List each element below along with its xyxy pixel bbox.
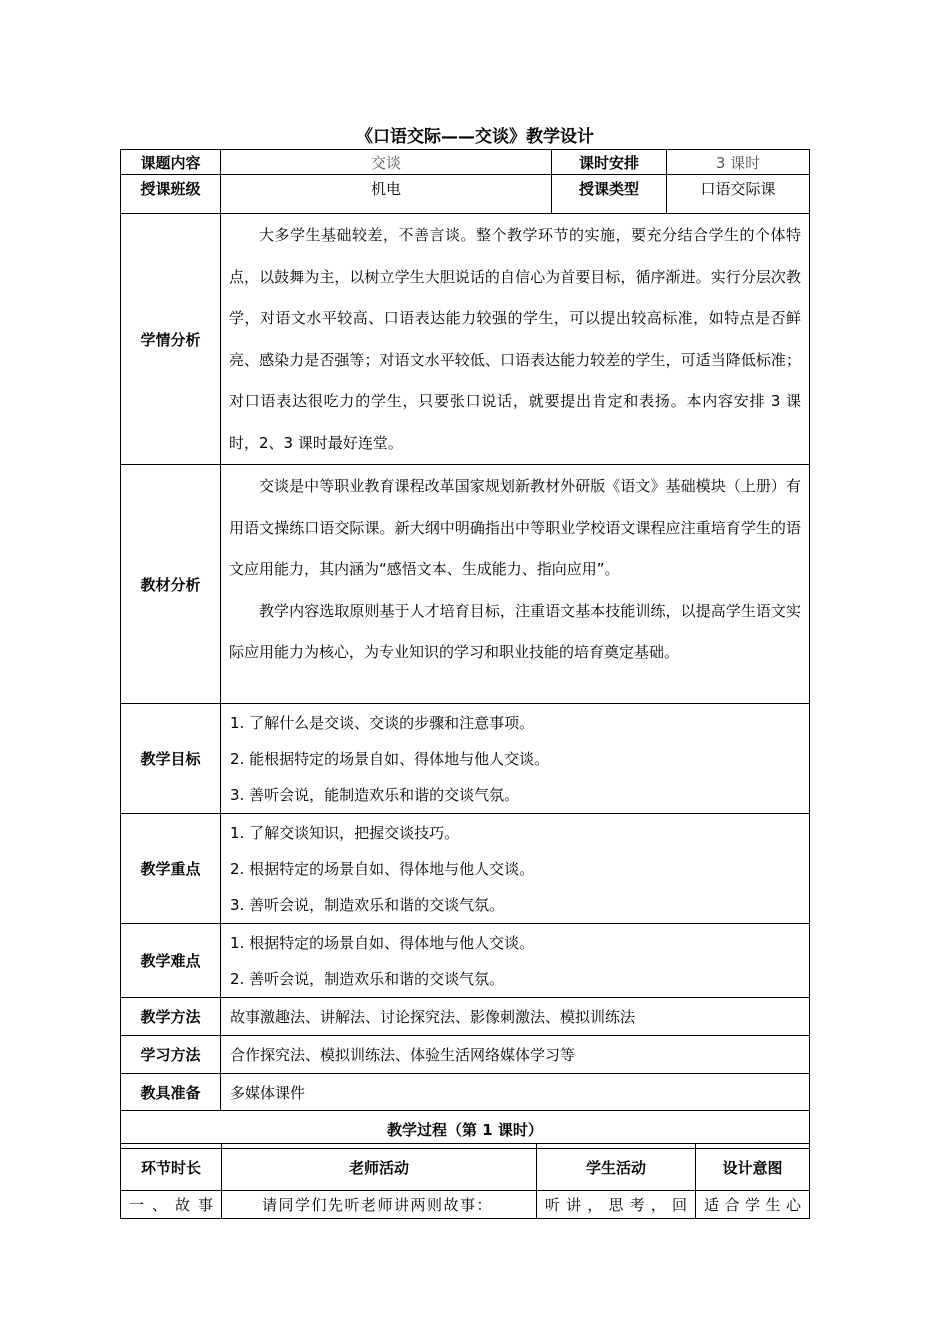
material-analysis-paragraph-2: 教学内容选取原则基于人才培育目标，注重语文基本技能训练，以提高学生语文实际应用能力为核心，为专业知识的学习和职业技能的培育奠定基础。 bbox=[229, 601, 801, 661]
stage-cell: 一 、 故 事 bbox=[121, 1191, 222, 1219]
material-analysis-row bbox=[121, 465, 810, 704]
list-item: 3. 善听会说，能制造欢乐和谐的交谈气氛。 bbox=[230, 786, 520, 804]
learning-methods-value: 合作探究法、模拟训练法、体验生活网络媒体学习等 bbox=[221, 1036, 810, 1074]
list-item: 2. 根据特定的场景自如、得体地与他人交谈。 bbox=[230, 860, 535, 878]
equipment-label: 教具准备 bbox=[121, 1074, 221, 1111]
column-header-intent: 设计意图 bbox=[696, 1144, 810, 1191]
key-points-label: 教学重点 bbox=[121, 814, 221, 924]
learner-analysis-text: 大多学生基础较差，不善言谈。整个教学环节的实施，要充分结合学生的个体特点，以鼓舞为主，以树立学生大胆说话的自信心为首要目标，循序渐进。实行分层次教学，对语文水平较高、口语表达能力较强的学生，可以提出较高标准，如特点是否鲜亮、感染力是否强等；对语文水平较低、口语表达能力较差的学生，可适当降低标准；对口语表达很吃力的学生，只要张口说话，就要提出肯定和表扬。本内容安排 3 课时，2、3 课时最好连堂。 bbox=[229, 226, 801, 452]
equipment-row bbox=[121, 1074, 810, 1111]
topic-row bbox=[121, 150, 810, 175]
class-value: 机电 bbox=[221, 175, 552, 214]
process-header-row bbox=[121, 1144, 810, 1191]
list-item: 2. 能根据特定的场景自如、得体地与他人交谈。 bbox=[230, 750, 550, 768]
learning-methods-row bbox=[121, 1036, 810, 1074]
goals-row bbox=[121, 704, 810, 814]
equipment-value: 多媒体课件 bbox=[221, 1074, 810, 1111]
column-header-stage: 环节时长 bbox=[121, 1144, 222, 1191]
learning-methods-label: 学习方法 bbox=[121, 1036, 221, 1074]
difficulties-label: 教学难点 bbox=[121, 924, 221, 998]
list-item: 1. 了解交谈知识，把握交谈技巧。 bbox=[230, 824, 460, 842]
difficulties-row bbox=[121, 924, 810, 998]
material-analysis-paragraph-1: 交谈是中等职业教育课程改革国家规划新教材外研版《语文》基础模块（上册）有用语文操练口语交际课。新大纲中明确指出中等职业学校语文课程应注重培育学生的语文应用能力，其内涵为“感悟文本、生成能力、指向应用”。 bbox=[229, 477, 801, 578]
hours-value: 3 课时 bbox=[667, 150, 810, 175]
topic-label: 课题内容 bbox=[121, 150, 221, 175]
student-activity-cell: 听 讲 ， 思 考 ， 回 bbox=[537, 1191, 696, 1219]
list-item: 1. 了解什么是交谈、交谈的步骤和注意事项。 bbox=[230, 714, 535, 732]
class-row bbox=[121, 175, 810, 214]
list-item: 2. 善听会说，制造欢乐和谐的交谈气氛。 bbox=[230, 970, 505, 988]
learner-analysis-label: 学情分析 bbox=[121, 214, 221, 465]
goals-label: 教学目标 bbox=[121, 704, 221, 814]
key-points-list bbox=[221, 814, 810, 924]
learner-analysis-cell bbox=[221, 214, 810, 465]
difficulties-list bbox=[221, 924, 810, 998]
teaching-methods-row bbox=[121, 998, 810, 1036]
key-points-row bbox=[121, 814, 810, 924]
topic-value: 交谈 bbox=[221, 150, 552, 175]
column-header-teacher: 老师活动 bbox=[222, 1144, 537, 1191]
teacher-activity-cell: 请同学们先听老师讲两则故事： bbox=[222, 1191, 537, 1219]
material-analysis-label: 教材分析 bbox=[121, 465, 221, 704]
list-item: 1. 根据特定的场景自如、得体地与他人交谈。 bbox=[230, 934, 535, 952]
goals-list bbox=[221, 704, 810, 814]
lesson-plan-table bbox=[120, 149, 810, 1149]
page-title: 《口语交际——交谈》教学设计 bbox=[356, 127, 594, 147]
process-table bbox=[120, 1143, 810, 1219]
table-row bbox=[121, 1191, 810, 1219]
hours-label: 课时安排 bbox=[552, 150, 667, 175]
design-intent-cell: 适 合 学 生 心 bbox=[696, 1191, 810, 1219]
teaching-methods-value: 故事激趣法、讲解法、讨论探究法、影像刺激法、模拟训练法 bbox=[221, 998, 810, 1036]
material-analysis-cell bbox=[221, 465, 810, 704]
column-header-student: 学生活动 bbox=[537, 1144, 696, 1191]
process-title: 教学过程（第 1 课时） bbox=[121, 1111, 810, 1149]
teaching-methods-label: 教学方法 bbox=[121, 998, 221, 1036]
type-value: 口语交际课 bbox=[667, 175, 810, 214]
learner-analysis-row bbox=[121, 214, 810, 465]
type-label: 授课类型 bbox=[552, 175, 667, 214]
class-label: 授课班级 bbox=[121, 175, 221, 214]
list-item: 3. 善听会说，制造欢乐和谐的交谈气氛。 bbox=[230, 896, 505, 914]
